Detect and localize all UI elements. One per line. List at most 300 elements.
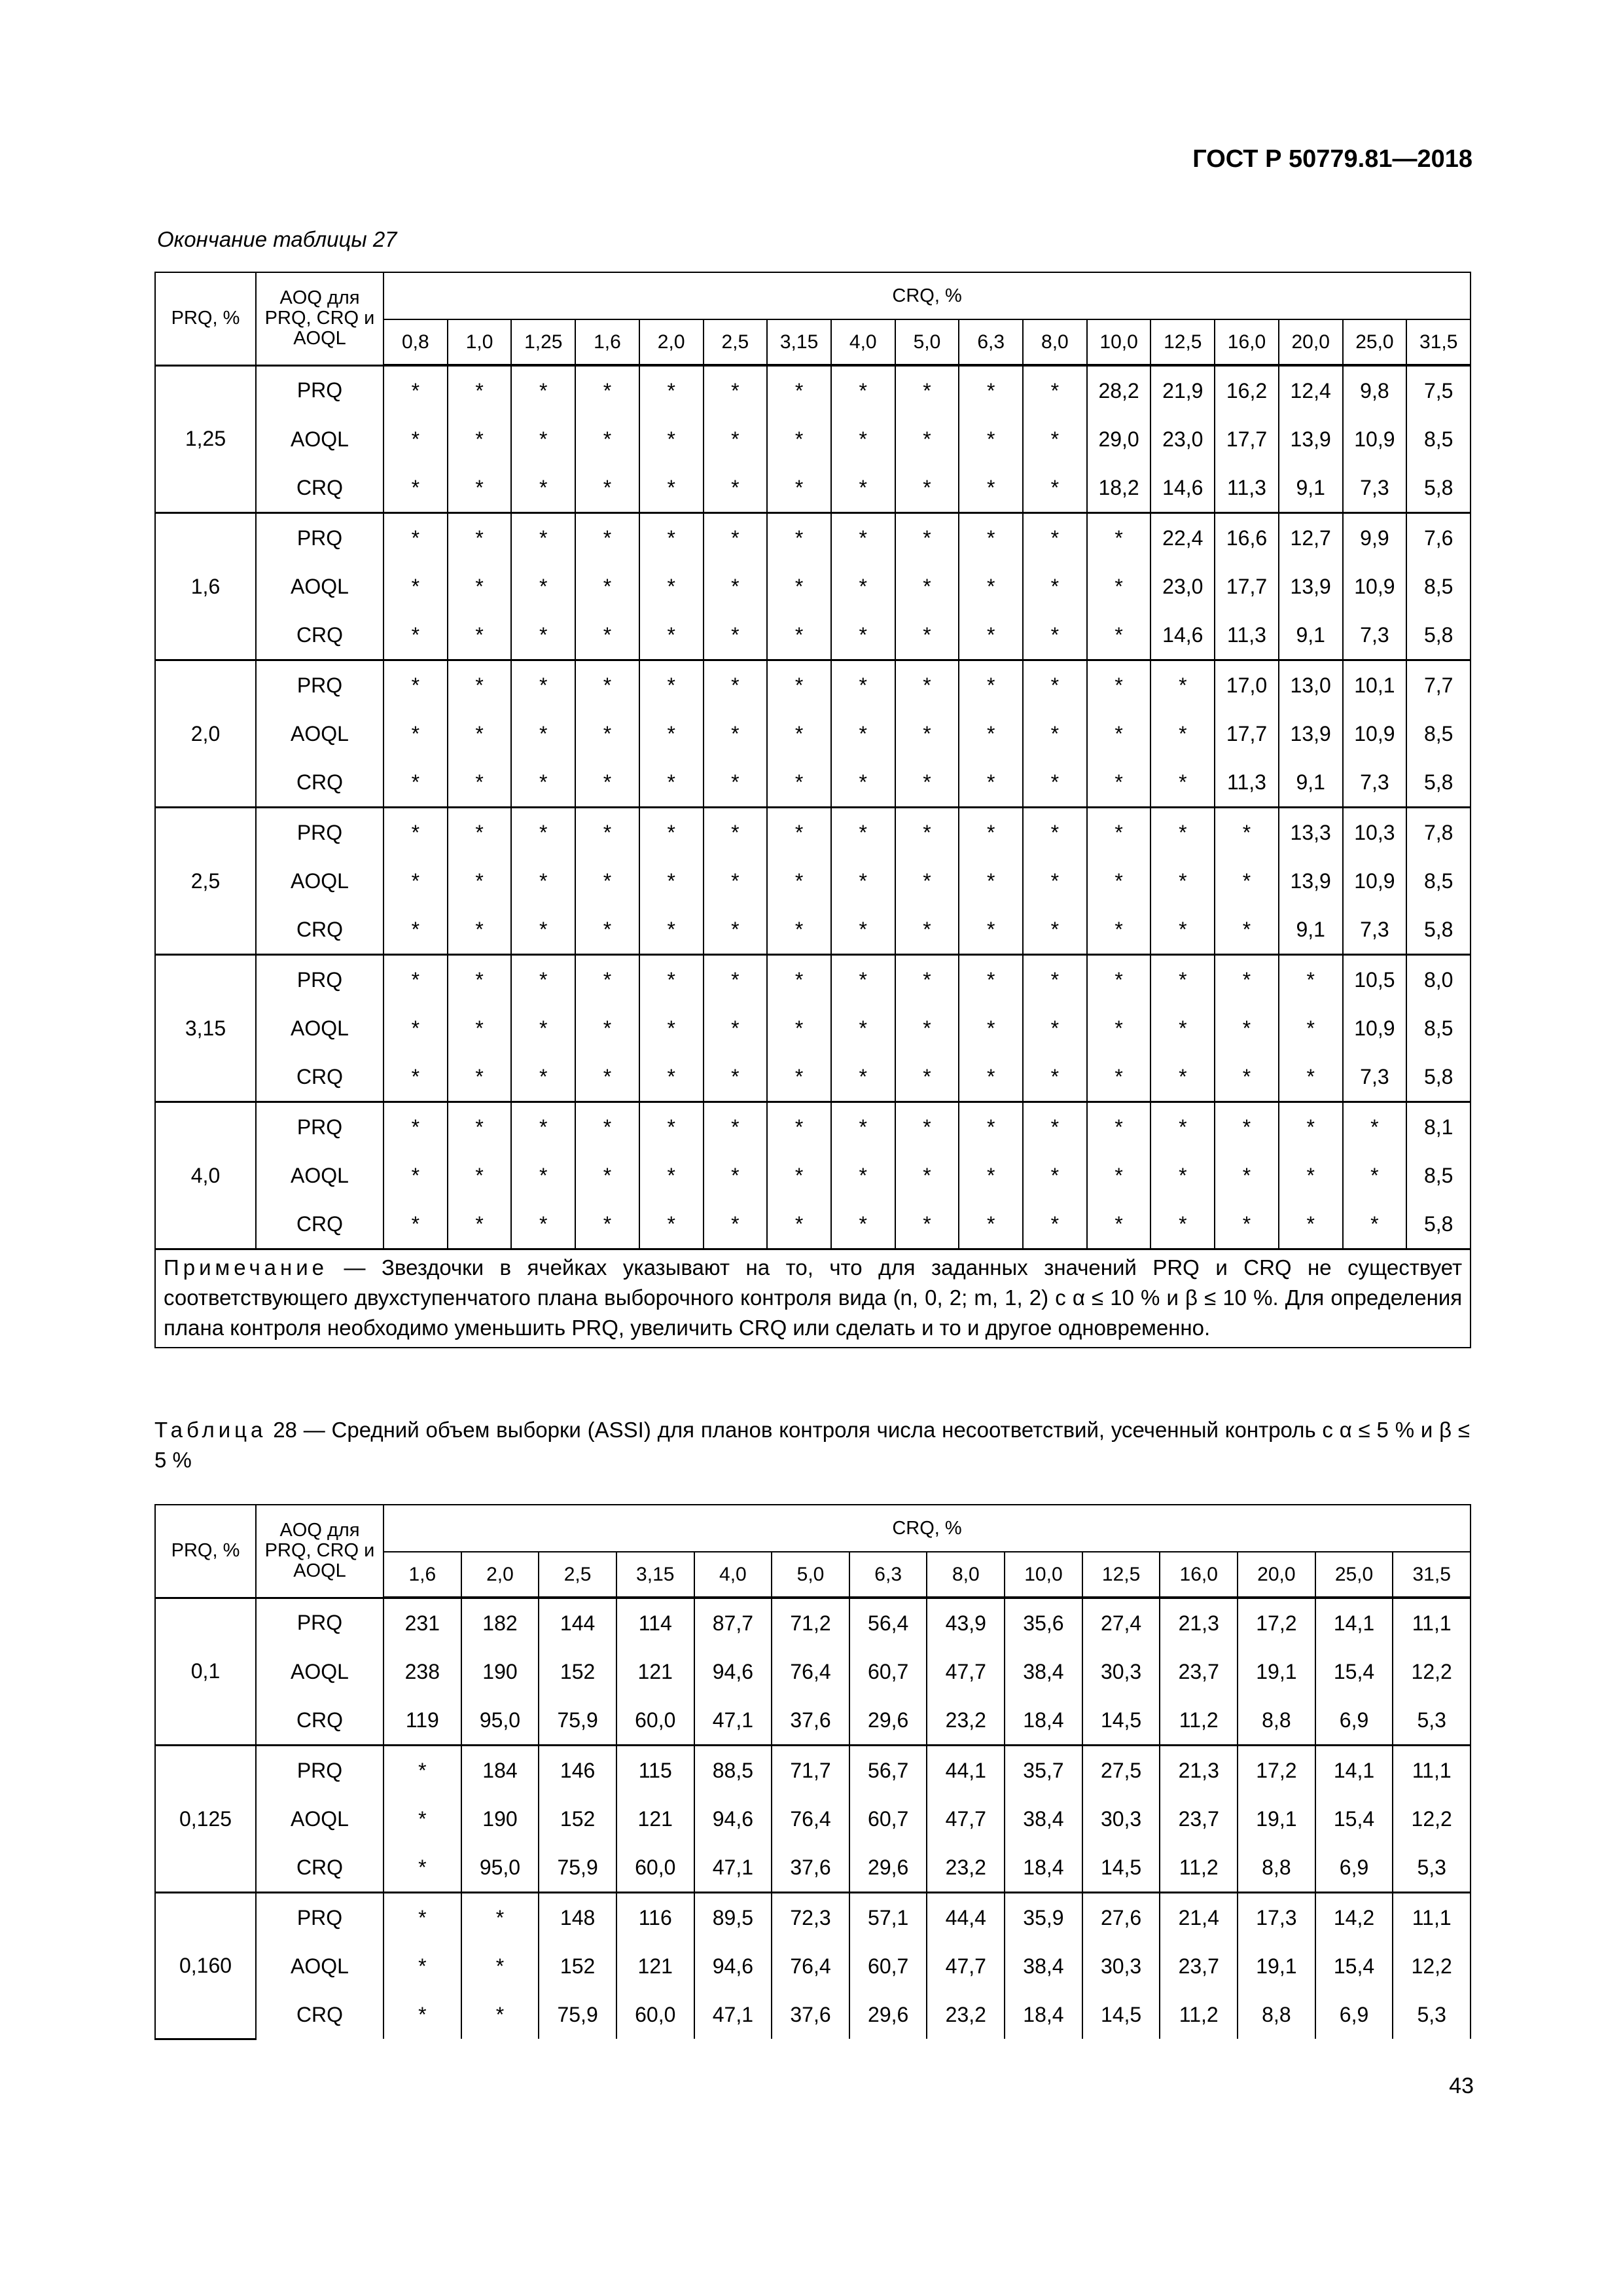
table-cell: 8,8 [1238, 1990, 1315, 2039]
table-cell: * [1150, 1004, 1215, 1052]
table-cell: * [1279, 955, 1343, 1005]
table-cell: * [1343, 1102, 1407, 1152]
row-label: CRQ [256, 1990, 383, 2039]
crq-value-header: 5,0 [895, 319, 959, 365]
table-cell: * [639, 463, 704, 513]
table-cell: * [767, 1151, 831, 1200]
table-cell: * [448, 808, 512, 857]
table-row [155, 1598, 1471, 1647]
table-cell: * [767, 1102, 831, 1152]
table-cell: * [575, 463, 639, 513]
table-cell: * [767, 857, 831, 905]
table-cell: * [831, 611, 895, 660]
table-row [155, 1990, 1471, 2039]
table-cell: 13,9 [1279, 709, 1343, 758]
table-cell: 10,9 [1343, 562, 1407, 611]
table-row [155, 1102, 1471, 1152]
crq-value-header: 2,5 [539, 1552, 616, 1598]
table-cell: 190 [461, 1647, 539, 1696]
table-cell: 14,5 [1082, 1990, 1160, 2039]
table-cell: * [511, 1200, 575, 1249]
crq-value-header: 12,5 [1150, 319, 1215, 365]
crq-value-header: 4,0 [831, 319, 895, 365]
table-cell: 18,4 [1005, 1843, 1082, 1893]
table-cell: * [895, 709, 959, 758]
table-cell: 13,9 [1279, 562, 1343, 611]
crq-value-header: 8,0 [927, 1552, 1005, 1598]
table-cell: 95,0 [461, 1843, 539, 1893]
crq-value-header: 10,0 [1087, 319, 1151, 365]
table-cell: * [767, 1052, 831, 1102]
table-cell: 7,3 [1343, 611, 1407, 660]
table-cell: * [448, 365, 512, 415]
table-cell: * [895, 857, 959, 905]
table-cell: 14,5 [1082, 1843, 1160, 1893]
table-cell: 9,1 [1279, 611, 1343, 660]
table-cell: * [704, 365, 768, 415]
table-cell: * [1023, 365, 1087, 415]
table-cell: * [511, 365, 575, 415]
table-cell: 184 [461, 1746, 539, 1795]
table-cell: * [1023, 1004, 1087, 1052]
table-cell: 23,2 [927, 1696, 1005, 1746]
table-cell: * [895, 955, 959, 1005]
table-cell: 116 [616, 1893, 694, 1943]
table-cell: * [1279, 1200, 1343, 1249]
aoq-column-header: AOQ для PRQ, CRQ и AOQL [256, 1505, 383, 1598]
table-cell: * [639, 611, 704, 660]
table-cell: * [767, 415, 831, 463]
table-cell: 15,4 [1315, 1647, 1393, 1696]
table-cell: 23,7 [1160, 1942, 1238, 1990]
table-cell: * [383, 1990, 461, 2039]
table-cell: * [511, 905, 575, 955]
table-cell: * [575, 905, 639, 955]
row-label: CRQ [256, 758, 383, 808]
table-cell: 75,9 [539, 1990, 616, 2039]
table-cell: 144 [539, 1598, 616, 1647]
table-27-continuation-caption: Окончание таблицы 27 [157, 227, 397, 251]
table-cell: * [639, 415, 704, 463]
table-cell: * [895, 660, 959, 710]
table-cell: * [831, 1004, 895, 1052]
table-cell: * [1087, 1052, 1151, 1102]
table-cell: 23,2 [927, 1990, 1005, 2039]
table-cell: 47,7 [927, 1942, 1005, 1990]
table-row [155, 955, 1471, 1005]
table-cell: * [1023, 955, 1087, 1005]
table-cell: 21,3 [1160, 1746, 1238, 1795]
table-cell: * [575, 1052, 639, 1102]
table-cell: 37,6 [772, 1990, 849, 2039]
table-cell: 37,6 [772, 1696, 849, 1746]
table-cell: 16,6 [1215, 513, 1279, 563]
table-cell: 28,2 [1087, 365, 1151, 415]
table-cell: * [639, 955, 704, 1005]
table-cell: * [511, 955, 575, 1005]
table-cell: 152 [539, 1795, 616, 1843]
table-cell: * [575, 611, 639, 660]
table-cell: * [704, 808, 768, 857]
table-cell: 11,1 [1393, 1893, 1471, 1943]
table-cell: * [831, 1052, 895, 1102]
table-cell: * [831, 365, 895, 415]
table-cell: 60,7 [849, 1647, 927, 1696]
table-cell: * [383, 1795, 461, 1843]
crq-value-header: 6,3 [959, 319, 1023, 365]
table-cell: 10,9 [1343, 1004, 1407, 1052]
row-label: AOQL [256, 1942, 383, 1990]
table-cell: 21,3 [1160, 1598, 1238, 1647]
table-cell: 30,3 [1082, 1795, 1160, 1843]
table-cell: * [959, 1102, 1023, 1152]
table-27 [154, 272, 1471, 1348]
table-cell: * [831, 1102, 895, 1152]
table-cell: 11,3 [1215, 463, 1279, 513]
table-27-note [155, 1249, 1471, 1348]
table-cell: * [575, 1200, 639, 1249]
table-cell: 43,9 [927, 1598, 1005, 1647]
table-cell: 11,1 [1393, 1598, 1471, 1647]
table-cell: 152 [539, 1647, 616, 1696]
table-cell: * [1215, 857, 1279, 905]
table-cell: * [767, 611, 831, 660]
prq-group-value: 1,25 [155, 365, 256, 513]
table-cell: 14,2 [1315, 1893, 1393, 1943]
table-cell: * [895, 808, 959, 857]
table-cell: 190 [461, 1795, 539, 1843]
table-cell: 56,4 [849, 1598, 927, 1647]
table-cell: 16,2 [1215, 365, 1279, 415]
table-cell: 6,9 [1315, 1990, 1393, 2039]
table-cell: 121 [616, 1795, 694, 1843]
table-cell: 5,8 [1406, 463, 1471, 513]
table-cell: 44,4 [927, 1893, 1005, 1943]
crq-value-header: 16,0 [1215, 319, 1279, 365]
table-cell: * [448, 857, 512, 905]
crq-value-header: 1,25 [511, 319, 575, 365]
table-cell: * [895, 611, 959, 660]
table-cell: * [1150, 905, 1215, 955]
table-cell: * [639, 660, 704, 710]
table-cell: 38,4 [1005, 1647, 1082, 1696]
row-label: CRQ [256, 1843, 383, 1893]
table-cell: 76,4 [772, 1795, 849, 1843]
table-cell: * [383, 1200, 448, 1249]
table-cell: * [959, 857, 1023, 905]
table-cell: * [1343, 1200, 1407, 1249]
table-cell: * [511, 709, 575, 758]
table-cell: 9,1 [1279, 905, 1343, 955]
table-cell: 5,3 [1393, 1843, 1471, 1893]
crq-value-header: 12,5 [1082, 1552, 1160, 1598]
table-cell: * [1023, 415, 1087, 463]
table-cell: * [1087, 562, 1151, 611]
table-cell: 14,6 [1150, 611, 1215, 660]
table-cell: 60,0 [616, 1843, 694, 1893]
table-cell: * [1150, 660, 1215, 710]
table-cell: * [767, 1200, 831, 1249]
table-cell: * [448, 1052, 512, 1102]
table-cell: * [511, 1052, 575, 1102]
crq-value-header: 4,0 [694, 1552, 772, 1598]
crq-value-header: 1,6 [383, 1552, 461, 1598]
table-cell: * [1087, 1004, 1151, 1052]
crq-column-header: CRQ, % [383, 1505, 1471, 1552]
prq-column-header: PRQ, % [155, 272, 256, 365]
table-cell: 18,4 [1005, 1990, 1082, 2039]
table-cell: 17,7 [1215, 415, 1279, 463]
table-cell: * [448, 955, 512, 1005]
table-cell: * [959, 955, 1023, 1005]
table-cell: 8,8 [1238, 1843, 1315, 1893]
crq-value-header: 3,15 [616, 1552, 694, 1598]
crq-value-header: 20,0 [1279, 319, 1343, 365]
table-cell: 47,7 [927, 1647, 1005, 1696]
table-cell: 72,3 [772, 1893, 849, 1943]
row-label: PRQ [256, 1598, 383, 1647]
note-label: Примечание [164, 1255, 329, 1280]
table-cell: 12,7 [1279, 513, 1343, 563]
table-cell: * [1023, 562, 1087, 611]
table-cell: 13,3 [1279, 808, 1343, 857]
table-cell: * [448, 905, 512, 955]
table-cell: 12,2 [1393, 1795, 1471, 1843]
table-cell: 11,3 [1215, 758, 1279, 808]
table-cell: * [831, 905, 895, 955]
table-cell: * [461, 1893, 539, 1943]
table-cell: * [1215, 955, 1279, 1005]
table-cell: * [1087, 1151, 1151, 1200]
table-cell: * [383, 808, 448, 857]
table-cell: 9,1 [1279, 463, 1343, 513]
table-cell: 95,0 [461, 1696, 539, 1746]
table-cell: 6,9 [1315, 1696, 1393, 1746]
crq-value-header: 2,5 [704, 319, 768, 365]
table-cell: 11,2 [1160, 1696, 1238, 1746]
table-cell: 47,7 [927, 1795, 1005, 1843]
table-cell: 14,1 [1315, 1746, 1393, 1795]
table-cell: * [1023, 611, 1087, 660]
table-cell: * [383, 513, 448, 563]
table-cell: * [1279, 1151, 1343, 1200]
table-cell: * [767, 955, 831, 1005]
table-row [155, 463, 1471, 513]
table-cell: 121 [616, 1647, 694, 1696]
table-cell: * [1150, 758, 1215, 808]
table-cell: * [1023, 758, 1087, 808]
table-cell: 35,9 [1005, 1893, 1082, 1943]
table-cell: * [1343, 1151, 1407, 1200]
table-cell: * [704, 1151, 768, 1200]
table-cell: * [1215, 808, 1279, 857]
prq-group-value: 0,125 [155, 1746, 256, 1893]
table-cell: * [767, 1004, 831, 1052]
row-label: PRQ [256, 1746, 383, 1795]
table-cell: * [639, 1004, 704, 1052]
table-cell: * [704, 463, 768, 513]
table-cell: 60,7 [849, 1795, 927, 1843]
table-cell: 8,8 [1238, 1696, 1315, 1746]
table-row [155, 513, 1471, 563]
table-cell: * [1150, 1200, 1215, 1249]
table-row [155, 1942, 1471, 1990]
table-cell: * [767, 365, 831, 415]
table-cell: 27,4 [1082, 1598, 1160, 1647]
table-cell: * [959, 562, 1023, 611]
table-cell: * [448, 1200, 512, 1249]
table-row [155, 808, 1471, 857]
table-row [155, 1052, 1471, 1102]
table-cell: 10,1 [1343, 660, 1407, 710]
table-cell: * [448, 709, 512, 758]
crq-value-header: 1,0 [448, 319, 512, 365]
table-cell: 23,0 [1150, 562, 1215, 611]
row-label: PRQ [256, 1102, 383, 1152]
table-cell: * [448, 415, 512, 463]
table-cell: 8,5 [1406, 1004, 1471, 1052]
table-cell: * [895, 415, 959, 463]
table-cell: 60,0 [616, 1990, 694, 2039]
table-cell: * [575, 660, 639, 710]
table-cell: * [575, 562, 639, 611]
row-label: AOQL [256, 709, 383, 758]
crq-value-header: 3,15 [767, 319, 831, 365]
table-cell: 8,5 [1406, 857, 1471, 905]
table-cell: * [575, 709, 639, 758]
table-cell: * [895, 1102, 959, 1152]
table-cell: * [831, 463, 895, 513]
table-cell: 29,6 [849, 1696, 927, 1746]
table-cell: * [895, 758, 959, 808]
table-cell: * [1023, 709, 1087, 758]
table-cell: * [1279, 1004, 1343, 1052]
prq-group-value: 2,0 [155, 660, 256, 808]
table-cell: * [1023, 905, 1087, 955]
table-cell: * [704, 955, 768, 1005]
table-cell: * [575, 415, 639, 463]
table-cell: * [1087, 808, 1151, 857]
table-cell: * [511, 1102, 575, 1152]
crq-value-header: 5,0 [772, 1552, 849, 1598]
table-cell: * [448, 562, 512, 611]
table-cell: 5,8 [1406, 611, 1471, 660]
crq-value-header: 2,0 [461, 1552, 539, 1598]
table-cell: * [383, 611, 448, 660]
table-cell: * [895, 513, 959, 563]
row-label: PRQ [256, 955, 383, 1005]
table-cell: * [767, 905, 831, 955]
row-label: PRQ [256, 513, 383, 563]
table-cell: * [383, 365, 448, 415]
table-cell: 7,3 [1343, 1052, 1407, 1102]
table-cell: * [1023, 808, 1087, 857]
table-cell: * [1150, 1151, 1215, 1200]
table-cell: * [704, 562, 768, 611]
table-row [155, 1696, 1471, 1746]
crq-value-header: 25,0 [1343, 319, 1407, 365]
table-cell: 15,4 [1315, 1795, 1393, 1843]
table-cell: * [383, 1746, 461, 1795]
table-cell: * [959, 905, 1023, 955]
table-cell: 115 [616, 1746, 694, 1795]
table-cell: * [1279, 1052, 1343, 1102]
table-cell: 37,6 [772, 1843, 849, 1893]
table-cell: 9,9 [1343, 513, 1407, 563]
table-cell: 15,4 [1315, 1942, 1393, 1990]
table-cell: * [704, 513, 768, 563]
row-label: CRQ [256, 1200, 383, 1249]
table-cell: * [448, 611, 512, 660]
table-row [155, 1746, 1471, 1795]
table-cell: * [831, 857, 895, 905]
row-label: CRQ [256, 1696, 383, 1746]
table-cell: 23,7 [1160, 1795, 1238, 1843]
table-row [155, 1200, 1471, 1249]
table-cell: * [704, 758, 768, 808]
table-cell: 8,5 [1406, 709, 1471, 758]
table-cell: 17,7 [1215, 709, 1279, 758]
crq-value-header: 16,0 [1160, 1552, 1238, 1598]
table-cell: 5,8 [1406, 1200, 1471, 1249]
table-cell: * [511, 463, 575, 513]
table-cell: * [448, 1004, 512, 1052]
table-cell: 57,1 [849, 1893, 927, 1943]
table-cell: 29,6 [849, 1843, 927, 1893]
row-label: PRQ [256, 808, 383, 857]
row-label: AOQL [256, 1151, 383, 1200]
table-cell: 38,4 [1005, 1795, 1082, 1843]
table-cell: * [767, 513, 831, 563]
prq-group-value: 0,160 [155, 1893, 256, 2039]
table-cell: 119 [383, 1696, 461, 1746]
table-cell: 9,1 [1279, 758, 1343, 808]
table-cell: * [511, 857, 575, 905]
table-cell: 44,1 [927, 1746, 1005, 1795]
table-cell: 5,8 [1406, 905, 1471, 955]
table-cell: * [639, 709, 704, 758]
table-cell: * [575, 758, 639, 808]
table-cell: * [767, 808, 831, 857]
table-cell: 11,2 [1160, 1843, 1238, 1893]
table-cell: * [511, 415, 575, 463]
table-cell: * [1023, 513, 1087, 563]
table-cell: 19,1 [1238, 1942, 1315, 1990]
table-cell: * [895, 365, 959, 415]
table-cell: * [639, 905, 704, 955]
table-cell: * [511, 808, 575, 857]
table-cell: 22,4 [1150, 513, 1215, 563]
table-cell: 7,8 [1406, 808, 1471, 857]
table-cell: 17,0 [1215, 660, 1279, 710]
table-cell: * [959, 1151, 1023, 1200]
crq-value-header: 0,8 [383, 319, 448, 365]
table-cell: * [831, 562, 895, 611]
table-cell: * [575, 857, 639, 905]
table-cell: 8,5 [1406, 1151, 1471, 1200]
table-cell: * [448, 660, 512, 710]
table-cell: 12,2 [1393, 1647, 1471, 1696]
table-cell: 148 [539, 1893, 616, 1943]
table-cell: 30,3 [1082, 1647, 1160, 1696]
table-row [155, 1647, 1471, 1696]
table-cell: * [959, 365, 1023, 415]
table-cell: * [383, 709, 448, 758]
table-cell: * [383, 415, 448, 463]
row-label: CRQ [256, 611, 383, 660]
table-cell: 23,2 [927, 1843, 1005, 1893]
table-cell: 60,0 [616, 1696, 694, 1746]
